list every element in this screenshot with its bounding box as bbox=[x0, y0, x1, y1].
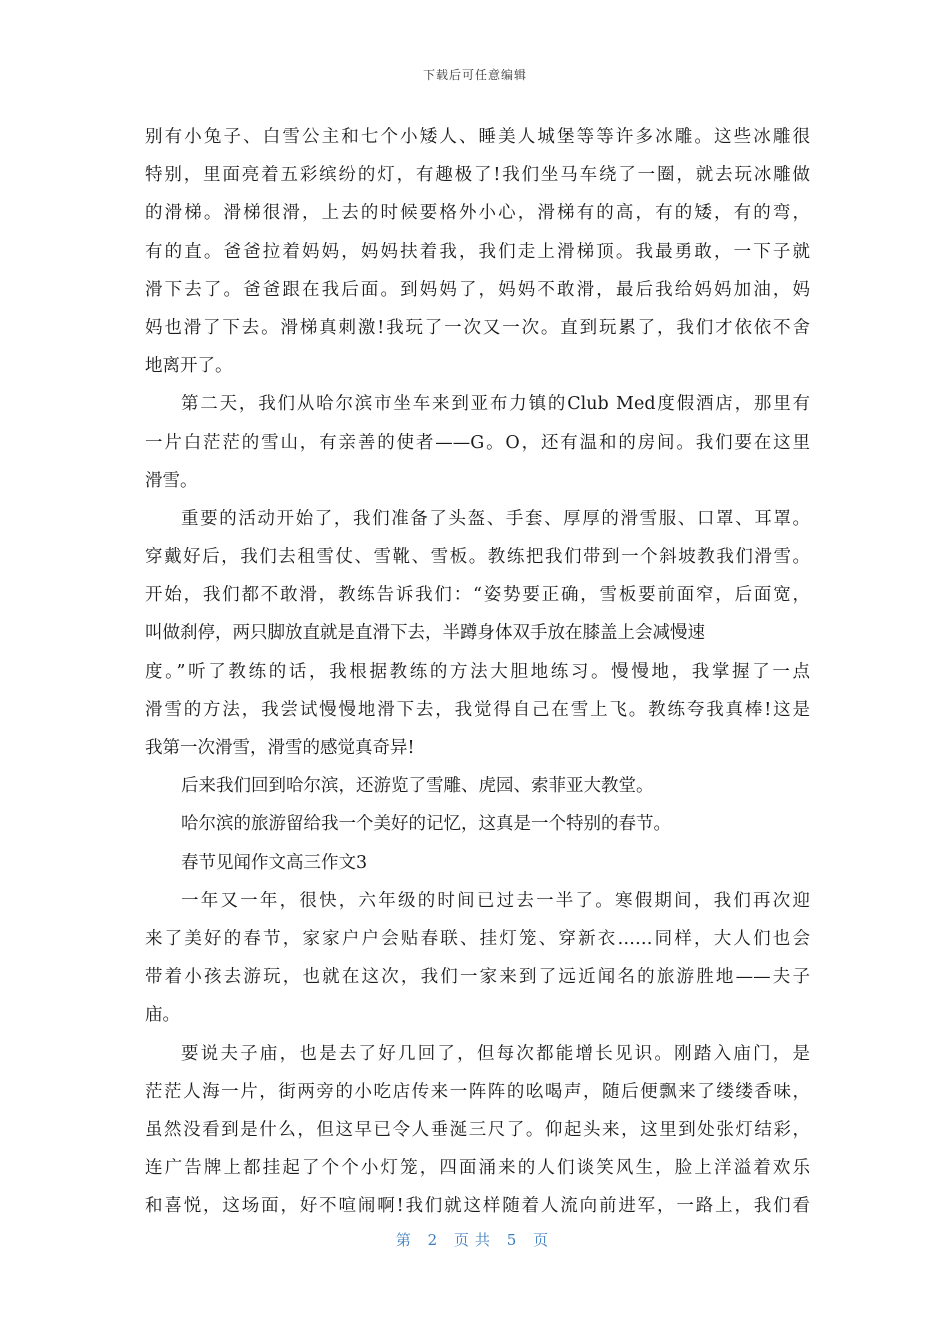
text-line: 滑雪的方法，我尝试慢慢地滑下去，我觉得自己在雪上飞。教练夸我真棒!这是 bbox=[145, 699, 810, 720]
text-line: 后来我们回到哈尔滨，还游览了雪雕、虎园、索菲亚大教堂。 bbox=[181, 776, 654, 797]
document-body bbox=[145, 118, 810, 1225]
text-line: 哈尔滨的旅游留给我一个美好的记忆，这真是一个特别的春节。 bbox=[181, 814, 671, 835]
text-line: 叫做刹停，两只脚放直就是直滑下去，半蹲身体双手放在膝盖上会减慢速 bbox=[145, 623, 705, 644]
text-line: 滑下去了。爸爸跟在我后面。到妈妈了，妈妈不敢滑，最后我给妈妈加油，妈 bbox=[145, 279, 810, 300]
text-line: 春节见闻作文高三作文3 bbox=[181, 852, 368, 873]
text-line: 度。”听了教练的话，我根据教练的方法大胆地练习。慢慢地，我掌握了一点 bbox=[145, 661, 810, 682]
text-line: 要说夫子庙，也是去了好几回了，但每次都能增长见识。刚踏入庙门，是 bbox=[181, 1043, 810, 1064]
text-line: 重要的活动开始了，我们准备了头盔、手套、厚厚的滑雪服、口罩、耳罩。 bbox=[181, 508, 810, 529]
text-line: 茫茫人海一片，街两旁的小吃店传来一阵阵的吆喝声，随后便飘来了缕缕香味， bbox=[145, 1081, 810, 1102]
text-line: 特别，里面亮着五彩缤纷的灯，有趣极了!我们坐马车绕了一圈，就去玩冰雕做 bbox=[145, 165, 810, 186]
text-line: 虽然没看到是什么，但这早已令人垂涎三尺了。仰起头来，这里到处张灯结彩， bbox=[145, 1119, 810, 1140]
text-line: 一片白茫茫的雪山，有亲善的使者——G。O，还有温和的房间。我们要在这里 bbox=[145, 432, 810, 453]
text-line: 的滑梯。滑梯很滑，上去的时候要格外小心，滑梯有的高，有的矮，有的弯， bbox=[145, 203, 810, 224]
text-line: 穿戴好后，我们去租雪仗、雪靴、雪板。教练把我们带到一个斜坡教我们滑雪。 bbox=[145, 547, 810, 568]
text-line: 来了美好的春节，家家户户会贴春联、挂灯笼、穿新衣……同样，大人们也会 bbox=[145, 928, 810, 949]
text-line: 地离开了。 bbox=[145, 356, 233, 377]
text-line: 滑雪。 bbox=[145, 470, 198, 491]
text-line: 连广告牌上都挂起了个个小灯笼，四面涌来的人们谈笑风生，脸上洋溢着欢乐 bbox=[145, 1158, 810, 1179]
text-line: 第二天，我们从哈尔滨市坐车来到亚布力镇的Club Med度假酒店，那里有 bbox=[181, 394, 810, 415]
text-line: 有的直。爸爸拉着妈妈，妈妈扶着我，我们走上滑梯顶。我最勇敢，一下子就 bbox=[145, 241, 810, 262]
text-line: 带着小孩去游玩，也就在这次，我们一家来到了远近闻名的旅游胜地——夫子 bbox=[145, 967, 810, 988]
text-line: 别有小兔子、白雪公主和七个小矮人、睡美人城堡等等许多冰雕。这些冰雕很 bbox=[145, 127, 810, 147]
page-footer: 第 2 页共 5 页 bbox=[395, 1231, 555, 1249]
page-header: 下载后可任意编辑 bbox=[422, 68, 527, 82]
text-line: 我第一次滑雪，滑雪的感觉真奇异! bbox=[145, 738, 415, 758]
text-line: 妈也滑了下去。滑梯真刺激!我玩了一次又一次。直到玩累了，我们才依依不舍 bbox=[145, 317, 810, 338]
text-line: 庙。 bbox=[145, 1005, 180, 1026]
text-line: 一年又一年，很快，六年级的时间已过去一半了。寒假期间，我们再次迎 bbox=[181, 890, 810, 911]
text-line: 开始，我们都不敢滑，教练告诉我们：“姿势要正确，雪板要前面窄，后面宽， bbox=[145, 585, 810, 606]
text-line: 和喜悦，这场面，好不喧闹啊!我们就这样随着人流向前进军，一路上，我们看 bbox=[145, 1196, 810, 1217]
